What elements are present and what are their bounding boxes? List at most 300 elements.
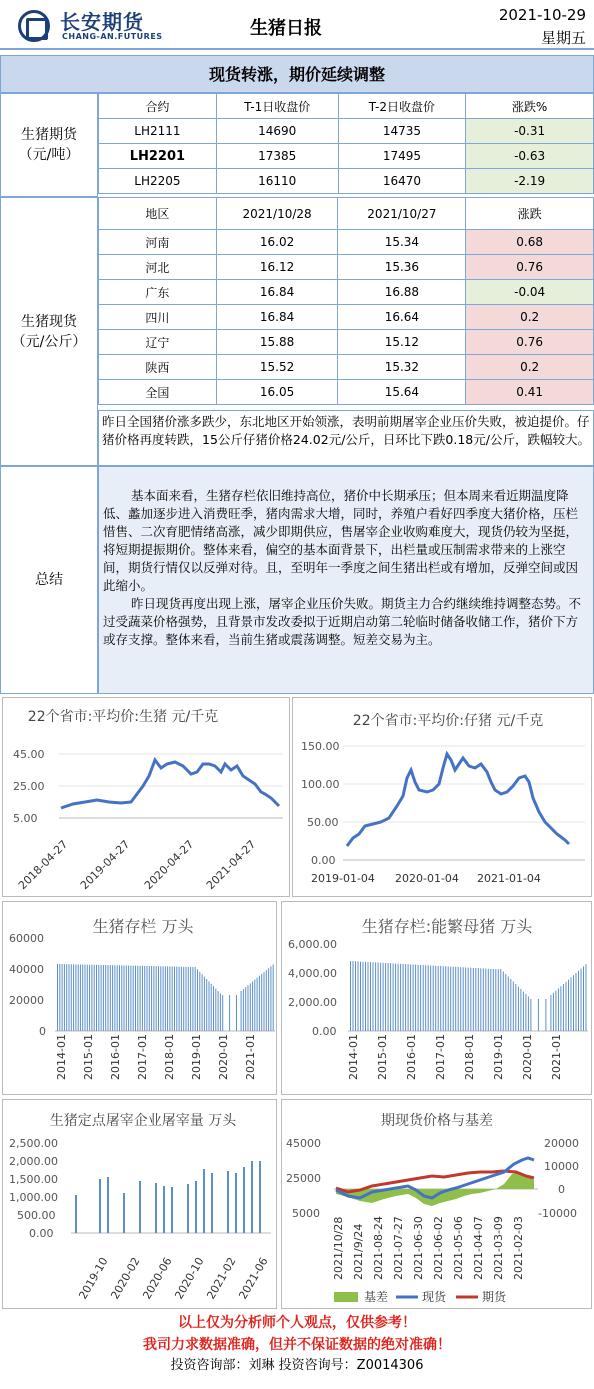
bar	[176, 967, 177, 1031]
spot-header-row	[99, 198, 594, 230]
bar	[187, 1184, 189, 1233]
bar	[505, 974, 506, 1031]
bar	[98, 965, 99, 1031]
spot-cell: 15.52	[216, 355, 338, 380]
x-tick-label: 2020-01	[217, 1034, 230, 1080]
bar	[586, 964, 587, 1031]
spot-cell: 16.88	[338, 280, 466, 305]
y-tick-label: 45.00	[13, 748, 45, 761]
bar	[117, 965, 118, 1031]
futures-cell: 14690	[216, 119, 338, 144]
bar	[236, 995, 237, 1031]
y-tick-label: 2,000.00	[9, 1155, 58, 1168]
spot-cell: 0.2	[466, 305, 594, 330]
x-tick-label: 2020-01	[521, 1034, 534, 1080]
bar	[571, 977, 572, 1031]
bar	[398, 964, 399, 1031]
spot-label-line2: （元/公斤）	[11, 333, 87, 350]
bar	[259, 1161, 261, 1233]
bar	[525, 994, 526, 1031]
spot-header: 2021/10/28	[216, 198, 338, 230]
bar	[360, 962, 361, 1031]
x-tick-label: 2021-04-27	[203, 837, 259, 893]
bar	[71, 964, 72, 1031]
summary-label	[0, 466, 98, 694]
bar	[475, 968, 476, 1031]
y-tick-label: 1,500.00	[9, 1173, 58, 1186]
bar	[73, 964, 74, 1031]
bar	[186, 967, 187, 1031]
x-tick-label: 2021-06-30	[412, 1216, 425, 1280]
bar	[137, 966, 138, 1031]
bar	[555, 991, 556, 1031]
bar	[573, 975, 574, 1031]
x-tick-label: 2020-04-27	[141, 837, 197, 893]
bar	[62, 964, 63, 1031]
bar	[128, 966, 129, 1032]
bar	[470, 968, 471, 1031]
bar	[488, 969, 489, 1031]
bar	[142, 966, 143, 1031]
bar	[114, 965, 115, 1031]
y-tick-label: 0.00	[311, 854, 336, 867]
bar	[209, 981, 210, 1031]
y-tick-label: 5000	[292, 1207, 320, 1220]
bar	[99, 1179, 101, 1233]
y-tick-label: 150.00	[301, 740, 340, 753]
bar	[91, 965, 92, 1031]
bar	[87, 965, 88, 1031]
bar	[380, 963, 381, 1031]
y-tick-label: -10000	[538, 1207, 577, 1220]
bar	[261, 974, 262, 1031]
bar	[415, 965, 416, 1031]
legend-basis-label: 基差	[364, 1290, 389, 1304]
bar	[130, 966, 131, 1031]
spot-cell: 0.76	[466, 255, 594, 280]
bar	[375, 962, 376, 1031]
bar	[578, 971, 579, 1031]
spot-cell: 河北	[99, 255, 217, 280]
bar	[528, 997, 529, 1032]
spot-cell: 15.64	[338, 380, 466, 405]
bar	[155, 1183, 157, 1233]
y-tick-label: 40000	[9, 963, 44, 976]
piglet-price-line	[347, 754, 569, 846]
bar	[169, 967, 170, 1032]
bar	[199, 972, 200, 1031]
bar	[94, 965, 95, 1031]
futures-cell: 17495	[338, 144, 466, 169]
bar	[405, 964, 406, 1031]
x-tick-label: 2021/10/28	[332, 1216, 345, 1280]
spot-cell: 0.76	[466, 330, 594, 355]
futures-cell: -2.19	[466, 169, 594, 194]
spot-cell: 0.41	[466, 380, 594, 405]
bar	[112, 965, 113, 1031]
x-tick-label: 2017-01	[136, 1034, 149, 1080]
report-header	[0, 0, 594, 50]
x-tick-label: 2019-04-27	[77, 837, 133, 893]
analyst-info: 投资咨询部：刘琳 投资咨询号：Z0014306	[170, 1358, 424, 1373]
bar	[227, 1171, 229, 1233]
bar	[463, 967, 464, 1031]
bar	[558, 988, 559, 1031]
bar	[388, 963, 389, 1031]
x-tick-label: 2021-06-02	[432, 1216, 445, 1280]
bar	[165, 966, 166, 1031]
report-title: 生猪日报	[250, 18, 322, 39]
chart-title: 22个省市:平均价:生猪 元/千克	[27, 709, 219, 725]
bar	[229, 995, 230, 1031]
x-tick-label: 2021-07-27	[392, 1216, 405, 1280]
futures-label-line2: （元/吨）	[18, 147, 80, 163]
spot-header: 地区	[99, 198, 217, 230]
bar	[530, 999, 531, 1031]
bar	[448, 967, 449, 1032]
bar	[490, 969, 491, 1031]
bar	[581, 969, 582, 1031]
table-row	[99, 305, 594, 330]
bar	[103, 965, 104, 1031]
bar	[365, 962, 366, 1031]
bar	[515, 984, 516, 1031]
bar	[495, 969, 496, 1031]
bar	[498, 969, 499, 1031]
bar	[85, 965, 86, 1031]
bar	[576, 973, 577, 1031]
spot-cell: 0.2	[466, 355, 594, 380]
bar	[75, 964, 76, 1031]
bar	[460, 967, 461, 1031]
x-tick-label: 2021-04-07	[472, 1216, 485, 1280]
y-tick-label: 4,000.00	[288, 967, 337, 980]
bar	[560, 986, 561, 1031]
chart-hog-price	[3, 698, 291, 898]
y-tick-label: 100.00	[301, 778, 340, 791]
spot-header: 2021/10/27	[338, 198, 466, 230]
x-tick-label: 2019-01	[492, 1034, 505, 1080]
bar	[408, 964, 409, 1031]
bar	[202, 974, 203, 1031]
bar	[220, 993, 221, 1031]
bar	[254, 980, 255, 1031]
bar	[355, 961, 356, 1031]
chart-title: 生猪存栏 万头	[92, 917, 194, 936]
bar	[455, 967, 456, 1031]
bar	[480, 968, 481, 1031]
headline-banner: 现货转涨，期价延续调整	[0, 55, 594, 93]
bar	[243, 1167, 245, 1233]
spot-cell: 陕西	[99, 355, 217, 380]
futures-header: 涨跌%	[466, 94, 594, 119]
spot-header: 涨跌	[466, 198, 594, 230]
chart-title: 期现货价格与基差	[381, 1113, 493, 1129]
bar	[144, 966, 145, 1031]
bar	[188, 967, 189, 1031]
bar	[443, 966, 444, 1031]
bar	[538, 999, 539, 1031]
futures-cell: LH2111	[99, 119, 217, 144]
summary-label-text: 总结	[35, 572, 63, 588]
spot-cell: 辽宁	[99, 330, 217, 355]
chart-basis	[282, 1100, 593, 1310]
chart-slaughter	[3, 1100, 278, 1310]
bar	[453, 967, 454, 1031]
x-tick-label: 2021-01	[550, 1034, 563, 1080]
bar	[368, 962, 369, 1031]
spot-cell: 广东	[99, 280, 217, 305]
bar	[78, 965, 79, 1032]
spot-cell: 15.36	[338, 255, 466, 280]
bar	[174, 967, 175, 1032]
bar	[385, 963, 386, 1031]
x-tick-label: 2020-10	[172, 1255, 207, 1302]
bar	[433, 966, 434, 1031]
spot-cell: 16.05	[216, 380, 338, 405]
summary-paragraph: 昨日现货再度出现上涨，屠宰企业压价失败。期货主力合约继续维持调整态势。不过受蔬菜价格强势，且背景市发改委拟于近期启动第二轮临时储备收储工作，猪价下方或存支撑。整体来看，当前生猪或震荡调整。短差交易为主。	[103, 596, 582, 647]
bar	[410, 964, 411, 1031]
report-weekday: 星期五	[540, 29, 586, 47]
bar	[252, 982, 253, 1032]
bar	[183, 967, 184, 1031]
spot-cell: 15.88	[216, 330, 338, 355]
bar	[121, 965, 122, 1031]
bar	[458, 967, 459, 1031]
bar	[510, 979, 511, 1031]
bar	[222, 995, 223, 1031]
bar	[500, 969, 501, 1031]
bar	[393, 963, 394, 1031]
bar	[126, 966, 127, 1032]
y-tick-label: 5.00	[13, 812, 38, 825]
bar	[124, 966, 125, 1032]
bar	[395, 964, 396, 1032]
bar	[235, 1173, 237, 1233]
bar	[363, 962, 364, 1031]
x-tick-label: 2021-06	[236, 1255, 271, 1302]
bar	[197, 969, 198, 1031]
futures-cell: LH2201	[99, 144, 217, 169]
x-tick-label: 2021-03-09	[492, 1216, 505, 1280]
x-tick-label: 2021-08-24	[372, 1216, 385, 1280]
x-tick-label: 2018-04-27	[15, 837, 71, 893]
bar	[151, 966, 152, 1031]
y-tick-label: 50.00	[307, 816, 339, 829]
x-tick-label: 2021-02	[204, 1255, 239, 1302]
bar	[133, 966, 134, 1031]
y-tick-label: 45000	[286, 1137, 321, 1150]
x-tick-label: 2019-01-04	[311, 872, 375, 885]
x-tick-label: 2021-02-03	[512, 1216, 525, 1280]
bar	[378, 963, 379, 1032]
chart-piglet-price	[293, 698, 593, 898]
y-tick-label: 500.00	[17, 1209, 56, 1222]
bar	[383, 963, 384, 1031]
chart-panel-slaughter	[2, 1099, 277, 1309]
bar	[485, 969, 486, 1031]
bar	[518, 987, 519, 1032]
spot-cell: 16.12	[216, 255, 338, 280]
bar	[350, 961, 351, 1031]
y-tick-label: 25000	[286, 1172, 321, 1185]
bar	[438, 966, 439, 1031]
futures-cell: 14735	[338, 119, 466, 144]
bar	[215, 989, 216, 1031]
bar	[545, 999, 546, 1031]
futures-cell: -0.63	[466, 144, 594, 169]
bar	[213, 986, 214, 1031]
futures-table	[98, 93, 594, 194]
bar	[403, 964, 404, 1031]
bar	[195, 967, 196, 1031]
bar	[171, 1187, 173, 1233]
table-row	[99, 169, 594, 194]
x-tick-label: 2020-02	[108, 1255, 143, 1302]
bar	[59, 964, 60, 1031]
hog-price-line	[61, 760, 279, 808]
spot-cell: 四川	[99, 305, 217, 330]
y-tick-label: 0	[39, 1025, 46, 1038]
bar	[203, 1169, 205, 1233]
bar	[493, 969, 494, 1031]
company-logo-icon	[18, 10, 50, 42]
bar	[204, 977, 205, 1031]
y-tick-label: 0	[558, 1183, 565, 1196]
bar	[211, 984, 212, 1031]
x-tick-label: 2016-01	[405, 1034, 418, 1080]
bar	[80, 965, 81, 1032]
table-row	[99, 119, 594, 144]
bar	[172, 967, 173, 1032]
y-tick-label: 6,000.00	[288, 938, 337, 951]
bar	[119, 965, 120, 1031]
bar	[520, 989, 521, 1031]
bar	[69, 964, 70, 1031]
spot-table	[98, 197, 594, 405]
chart-panel-sow-inventory	[281, 901, 592, 1095]
bar	[108, 965, 109, 1031]
x-tick-label: 2021-01-04	[477, 872, 541, 885]
bar	[358, 961, 359, 1031]
bar	[370, 962, 371, 1031]
bar	[82, 965, 83, 1032]
bar	[251, 1161, 253, 1233]
bar	[423, 965, 424, 1031]
futures-header: T-2日收盘价	[338, 94, 466, 119]
bar	[465, 967, 466, 1031]
x-tick-label: 2020-01-04	[395, 872, 459, 885]
futures-cell: LH2205	[99, 169, 217, 194]
bar	[418, 965, 419, 1031]
bar	[503, 972, 504, 1032]
y-tick-label: 1,000.00	[9, 1191, 58, 1204]
bar	[140, 966, 141, 1031]
summary-paragraph: 基本面来看，生猪存栏依旧维持高位，猪价中长期承压；但本周来看近期温度降低、蠡加逐步进入消费旺季，猪肉需求大增，同时，养殖户看好四季度大猪价格，压栏惜售、二次育肥情绪高涨，减少即期供应，售屠宰企业收购难度大，现货仍较为坚挺，将短期提振期价。整体来看，偏空的基本面背景下，出栏量或压制需求带来的上涨空间，期货行情仅以反弹对待。且，至明年一季度之间生猪出栏或有增加，反弹空间或因此缩小。	[103, 488, 579, 593]
bar	[553, 993, 554, 1031]
bar	[483, 968, 484, 1031]
bar	[156, 966, 157, 1031]
bar	[190, 967, 191, 1031]
bar	[273, 964, 274, 1031]
spot-cell: 15.32	[338, 355, 466, 380]
bar	[373, 962, 374, 1031]
x-tick-label: 2015-01	[82, 1034, 95, 1080]
disclaimer-line2: 我司力求数据准确，但并不保证数据的绝对准确！	[143, 1337, 451, 1353]
report-footer	[0, 1312, 594, 1389]
bar	[513, 982, 514, 1032]
x-tick-label: 2018-01	[463, 1034, 476, 1080]
futures-header: 合约	[99, 94, 217, 119]
y-tick-label: 25.00	[13, 780, 45, 793]
futures-header: T-1日收盘价	[216, 94, 338, 119]
bar	[163, 966, 164, 1031]
bar	[259, 976, 260, 1031]
table-row	[99, 355, 594, 380]
bar	[147, 966, 148, 1031]
bar	[163, 1186, 165, 1233]
spot-cell: 0.68	[466, 230, 594, 255]
bar	[563, 984, 564, 1031]
spot-cell: 16.84	[216, 280, 338, 305]
legend-futures-label: 期货	[482, 1290, 507, 1304]
chart-panel-basis	[281, 1099, 592, 1309]
bar	[440, 966, 441, 1031]
futures-header-row	[99, 94, 594, 119]
futures-cell: 17385	[216, 144, 338, 169]
chart-panel-hog-inventory	[2, 901, 277, 1095]
x-tick-label: 2021-05-06	[452, 1216, 465, 1280]
bar	[445, 966, 446, 1031]
spot-cell: 全国	[99, 380, 217, 405]
bar	[135, 966, 136, 1031]
bar	[266, 970, 267, 1031]
bar	[566, 982, 567, 1031]
x-tick-label: 2015-01	[376, 1034, 389, 1080]
bar	[425, 965, 426, 1031]
bar	[153, 966, 154, 1031]
bar	[428, 965, 429, 1031]
spot-label	[0, 197, 98, 466]
spot-cell: 16.84	[216, 305, 338, 330]
bar	[139, 1181, 141, 1233]
y-tick-label: 0.00	[312, 1025, 337, 1038]
bar	[248, 985, 249, 1031]
table-row	[99, 330, 594, 355]
x-tick-label: 2021/9/24	[352, 1223, 365, 1280]
spot-label-line1: 生猪现货	[21, 313, 77, 330]
x-tick-label: 2018-01	[163, 1034, 176, 1080]
bar	[243, 989, 244, 1031]
bar	[105, 965, 106, 1031]
futures-label-line1: 生猪期货	[21, 127, 77, 143]
bar	[264, 972, 265, 1031]
bar	[353, 961, 354, 1031]
futures-cell: 16470	[338, 169, 466, 194]
bar	[508, 977, 509, 1032]
table-row	[99, 144, 594, 169]
futures-label	[0, 93, 98, 197]
bar	[66, 964, 67, 1031]
bar	[257, 978, 258, 1031]
futures-cell: -0.31	[466, 119, 594, 144]
x-tick-label: 2020-06	[140, 1255, 175, 1302]
y-tick-label: 0.00	[29, 1227, 54, 1240]
x-tick-label: 2014-01	[347, 1034, 360, 1080]
y-tick-label: 60000	[9, 932, 44, 945]
bar	[268, 968, 269, 1031]
bar	[390, 963, 391, 1031]
